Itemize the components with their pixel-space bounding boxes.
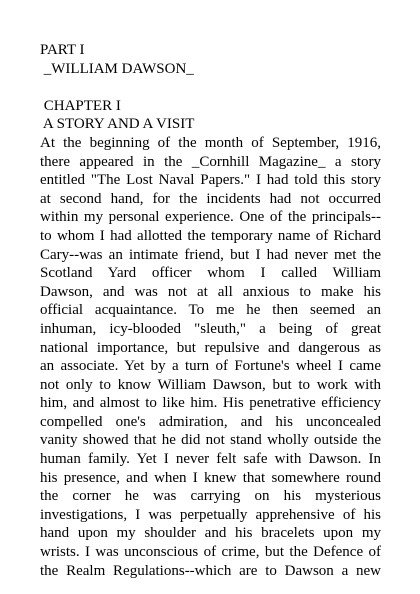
body-line: at second hand, for the incidents had not occurred (40, 190, 381, 207)
body-paragraph (40, 134, 381, 580)
body-line: to whom I had allotted the temporary name of Richard (40, 227, 381, 244)
body-line: the Realm Regulations--which are to Dawson a new (40, 562, 381, 579)
section-spacer (40, 78, 381, 97)
body-line: an associate. Yet by a turn of Fortune's wheel I came (40, 358, 381, 375)
book-page (40, 41, 381, 580)
part-name: _WILLIAM DAWSON_ (40, 60, 194, 77)
body-line: hand upon my shoulder and his bracelets upon my (40, 525, 381, 542)
body-line: not only to know William Dawson, but to work with (40, 376, 381, 393)
body-line: national importance, but repulsive and dangerous as (40, 339, 381, 356)
body-line: his presence, and when I knew that somewhere round (40, 469, 381, 486)
body-line: investigations, I was perpetually apprehensive of his (40, 506, 381, 523)
chapter-label: CHAPTER I (40, 97, 121, 114)
body-line: vanity showed that he did not stand wholly outside the (40, 432, 381, 449)
body-line: human family. Yet I never felt safe with Dawson. In (40, 451, 381, 468)
chapter-title: A STORY AND A VISIT (40, 116, 195, 133)
body-line: wrists. I was unconscious of crime, but the Defence of (40, 544, 381, 561)
body-line: him, and almost to like him. His penetrative efficiency (40, 395, 381, 412)
body-line: inhuman, icy-blooded "sleuth," a being of great (40, 320, 381, 337)
body-line: the corner he was carrying on his mysterious (40, 488, 381, 505)
body-line: official acquaintance. To me he then seemed an (40, 302, 381, 319)
body-line: within my personal experience. One of the principals-- (40, 209, 381, 226)
part-label: PART I (40, 42, 85, 58)
body-line: Cary--was an intimate friend, but I had never met the (40, 246, 381, 263)
body-line: At the beginning of the month of September, 1916, (40, 134, 381, 151)
body-line: there appeared in the _Cornhill Magazine_ a story (40, 153, 381, 170)
body-line: Scotland Yard officer whom I called William (40, 265, 381, 282)
body-line: Dawson, and was not at all anxious to make his (40, 283, 381, 300)
body-line: entitled "The Lost Naval Papers." I had told this story (40, 172, 381, 189)
body-line: compelled one's admiration, and his unconcealed (40, 413, 381, 430)
